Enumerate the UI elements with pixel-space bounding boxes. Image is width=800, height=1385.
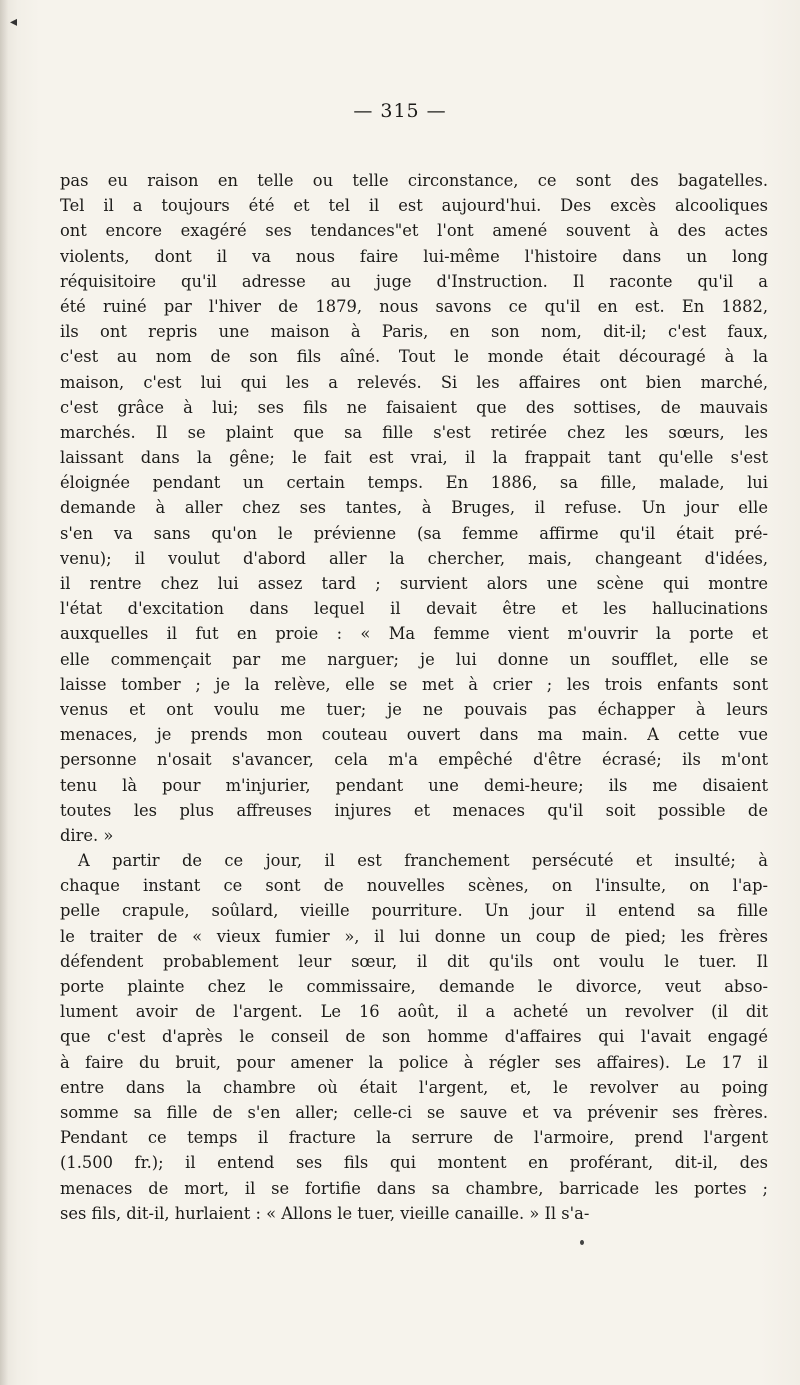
text-line: menaces de mort, il se fortifie dans sa chambre, barricade les portes ; — [60, 1178, 768, 1198]
text-line: c'est au nom de son fils aîné. Tout le monde était découragé à la — [60, 347, 768, 367]
corner-mark: ◂ — [10, 14, 18, 30]
text-line: personne n'osait s'avancer, cela m'a empêché d'être écrasé; ils m'ont — [60, 750, 768, 770]
page-number-header: — 315 — — [353, 100, 447, 122]
text-line: menaces, je prends mon couteau ouvert dans ma main. A cette vue — [60, 725, 768, 745]
text-line: entre dans la chambre où était l'argent, et, le revolver au poing — [60, 1077, 768, 1097]
text-line: l'état d'excitation dans lequel il devait être et les hallucinations — [60, 599, 768, 619]
text-line: laisse tomber ; je la relève, elle se met à crier ; les trois enfants sont — [60, 674, 768, 694]
text-line: chaque instant ce sont de nouvelles scènes, on l'insulte, on l'ap- — [60, 876, 768, 896]
text-line: auxquelles il fut en proie : « Ma femme vient m'ouvrir la porte et — [60, 624, 768, 644]
text-line: à faire du bruit, pour amener la police à régler ses affaires). Le 17 il — [60, 1052, 768, 1072]
text-line: ses fils, dit-il, hurlaient : « Allons le tuer, vieille canaille. » Il s'a- — [60, 1203, 590, 1223]
text-line: demande à aller chez ses tantes, à Bruges, il refuse. Un jour elle — [60, 498, 768, 518]
text-line: s'en va sans qu'on le prévienne (sa femme affirme qu'il était pré- — [60, 523, 768, 543]
text-line: éloignée pendant un certain temps. En 1886, sa fille, malade, lui — [60, 473, 768, 493]
text-line: défendent probablement leur sœur, il dit qu'ils ont voulu le tuer. Il — [60, 951, 768, 971]
text-line: (1.500 fr.); il entend ses fils qui montent en proférant, dit-il, des — [60, 1153, 768, 1173]
text-line: elle commençait par me narguer; je lui donne un soufflet, elle se — [60, 649, 768, 669]
ink-speck — [580, 1240, 584, 1245]
text-line: pelle crapule, soûlard, vieille pourriture. Un jour il entend sa fille — [60, 901, 768, 921]
text-line: Tel il a toujours été et tel il est aujourd'hui. Des excès alcooliques — [60, 196, 768, 216]
text-line: il rentre chez lui assez tard ; survient alors une scène qui montre — [60, 574, 768, 593]
text-line: A partir de ce jour, il est franchement persécuté et insulté; à — [78, 851, 768, 871]
text-line: ils ont repris une maison à Paris, en son nom, dit-il; c'est faux, — [60, 322, 768, 342]
text-line: réquisitoire qu'il adresse au juge d'Instruction. Il raconte qu'il a — [60, 271, 768, 291]
text-line: somme sa fille de s'en aller; celle-ci se sauve et va prévenir ses frères. — [60, 1102, 768, 1122]
page-binding-edge — [0, 0, 8, 1385]
text-line: le traiter de « vieux fumier », il lui donne un coup de pied; les frères — [60, 926, 768, 946]
text-line: que c'est d'après le conseil de son homme d'affaires qui l'avait engagé — [60, 1027, 768, 1047]
text-line: laissant dans la gêne; le fait est vrai, il la frappait tant qu'elle s'est — [60, 448, 768, 468]
text-line: ont encore exagéré ses tendances"et l'ont amené souvent à des actes — [60, 221, 768, 241]
text-line: été ruiné par l'hiver de 1879, nous savons ce qu'il en est. En 1882, — [60, 296, 768, 316]
text-line: toutes les plus affreuses injures et menaces qu'il soit possible de — [60, 800, 768, 820]
text-line: maison, c'est lui qui les a relevés. Si les affaires ont bien marché, — [60, 372, 768, 392]
text-line: c'est grâce à lui; ses fils ne faisaient que des sottises, de mauvais — [60, 397, 768, 417]
text-line: dire. » — [60, 825, 114, 845]
text-line: tenu là pour m'injurier, pendant une demi-heure; ils me disaient — [60, 775, 768, 795]
text-line: venu); il voulut d'abord aller la chercher, mais, changeant d'idées, — [60, 548, 768, 568]
text-line: porte plainte chez le commissaire, demande le divorce, veut abso- — [60, 977, 768, 996]
text-line: pas eu raison en telle ou telle circonstance, ce sont des bagatelles. — [60, 171, 768, 190]
body-text — [60, 168, 768, 1226]
text-line: marchés. Il se plaint que sa fille s'est retirée chez les sœurs, les — [60, 422, 768, 442]
text-line: venus et ont voulu me tuer; je ne pouvais pas échapper à leurs — [60, 699, 768, 719]
text-line: Pendant ce temps il fracture la serrure de l'armoire, prend l'argent — [60, 1128, 768, 1148]
text-line: violents, dont il va nous faire lui-même l'histoire dans un long — [60, 246, 768, 266]
text-line: lument avoir de l'argent. Le 16 août, il a acheté un revolver (il dit — [60, 1002, 768, 1022]
